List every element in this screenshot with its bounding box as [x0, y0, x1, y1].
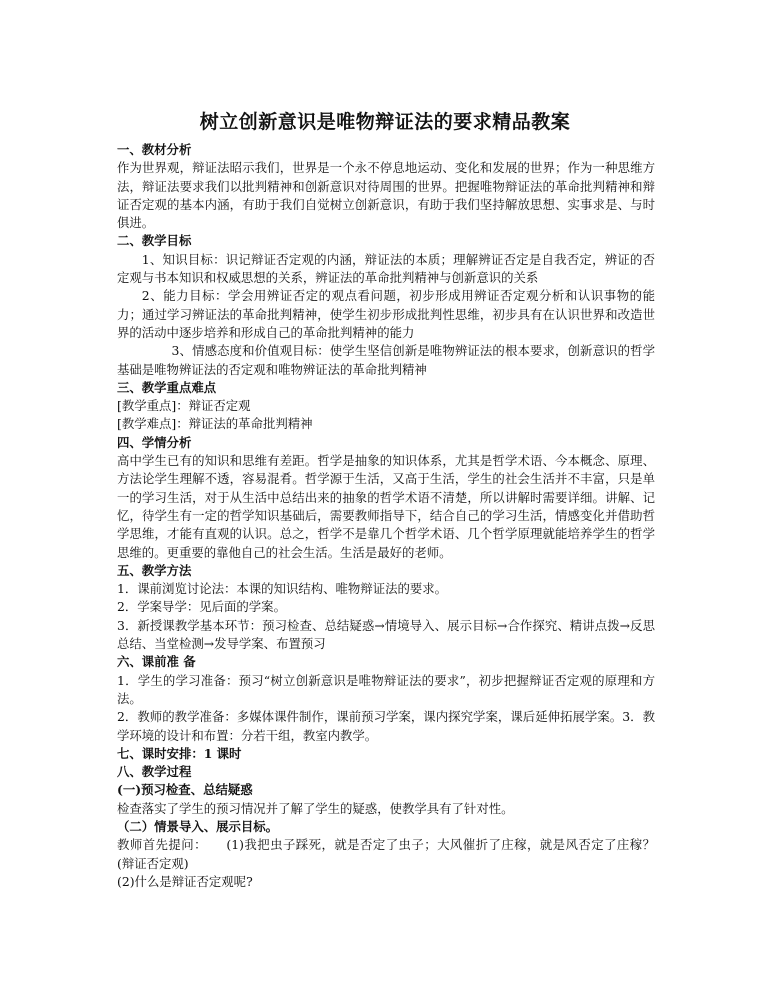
section-heading: (一)预习检查、总结疑惑	[117, 782, 253, 798]
section-heading: 一、教材分析	[117, 142, 192, 157]
paragraph: 2．学案导学：见后面的学案。	[117, 599, 286, 615]
section-heading: 六、课前准 备	[117, 654, 196, 670]
paragraph: 1、知识目标：识记辩证否定观的内涵，辩证法的本质；理解辨证否定是自我否定，辨证的否定观与书本知识和权威思想的关系，辨证法的革命批判精神与创新意识的关系	[117, 251, 655, 286]
section-heading: 八、教学过程	[117, 764, 192, 780]
paragraph: 2、能力目标：学会用辨证否定的观点看问题，初步形成用辨证否定观分析和认识事物的能力；通过学习辨证法的革命批判精神，使学生初步形成批判性思维，初步具有在认识世界和改造世界的活动中逐步培养和形成自己的革命批判精神的能力	[117, 288, 655, 340]
paragraph: (2)什么是辩证否定观呢?	[117, 873, 253, 889]
paragraph: 作为世界观，辩证法昭示我们，世界是一个永不停息地运动、变化和发展的世界；作为一种思维方法，辩证法要求我们以批判精神和创新意识对待周围的世界。把握唯物辩证法的革命批判精神和辩证否定观的基本内涵，有助于我们自觉树立创新意识，有助于我们坚持解放思想、实事求是、与时俱进。	[117, 160, 655, 231]
section-heading: 二、教学目标	[117, 233, 192, 249]
paragraph: 1．课前浏览讨论法：本课的知识结构、唯物辩证法的要求。	[117, 581, 448, 597]
section-heading: 七、课时安排：1 课时	[117, 745, 242, 761]
paragraph: 1．学生的学习准备：预习“树立创新意识是唯物辩证法的要求”，初步把握辩证否定观的原理和方法。	[117, 672, 655, 706]
section-heading: 三、教学重点难点	[117, 379, 217, 395]
document-title: 树立创新意识是唯物辩证法的要求精品教案	[199, 111, 571, 133]
paragraph: 3．新授课教学基本环节：预习检查、总结疑惑→情境导入、展示目标→合作探究、精讲点拨→反思总结、当堂检测→发导学案、布置预习	[117, 617, 655, 652]
document-body	[117, 141, 668, 891]
paragraph: 3、情感态度和价值观目标：使学生坚信创新是唯物辨证法的根本要求，创新意识的哲学基础是唯物辨证法的否定观和唯物辨证法的革命批判精神	[117, 343, 655, 377]
paragraph: 高中学生已有的知识和思维有差距。哲学是抽象的知识体系，尤其是哲学术语、今本概念、原理、方法论学生理解不透，容易混肴。哲学源于生活，又高于生活，学生的社会生活并不丰富，只是单一的学习生活，对于从生活中总结出来的抽象的哲学术语不清楚，所以讲解时需要详细。讲解、记忆，待学生有一定的哲学知识基础后，需要教师指导下，结合自己的学习生活，情感变化并借助哲学思维，才能有直观的认识。总之，哲学不是靠几个哲学术语、几个哲学原理就能培养学生的哲学思维的。更重要的靠他自己的社会生活。生活是最好的老师。	[117, 453, 655, 560]
section-heading: 五、教学方法	[117, 562, 192, 578]
paragraph: 教师首先提问： (1)我把虫子踩死，就是否定了虫子；大风催折了庄稼，就是风否定了庄稼？ (辩证否定观)	[117, 837, 668, 871]
paragraph: [教学重点]：辩证否定观	[117, 398, 251, 414]
paragraph: 2．教师的教学准备：多媒体课件制作，课前预习学案，课内探究学案，课后延伸拓展学案。3．教学环境的设计和布置：分若干组，教室内教学。	[117, 709, 655, 743]
paragraph: [教学难点]：辩证法的革命批判精神	[117, 416, 313, 432]
section-heading: （二）情景导入、展示目标。	[117, 818, 279, 834]
paragraph: 检查落实了学生的预习情况并了解了学生的疑惑，使教学具有了针对性。	[117, 800, 514, 816]
section-heading: 四、学情分析	[117, 434, 192, 450]
